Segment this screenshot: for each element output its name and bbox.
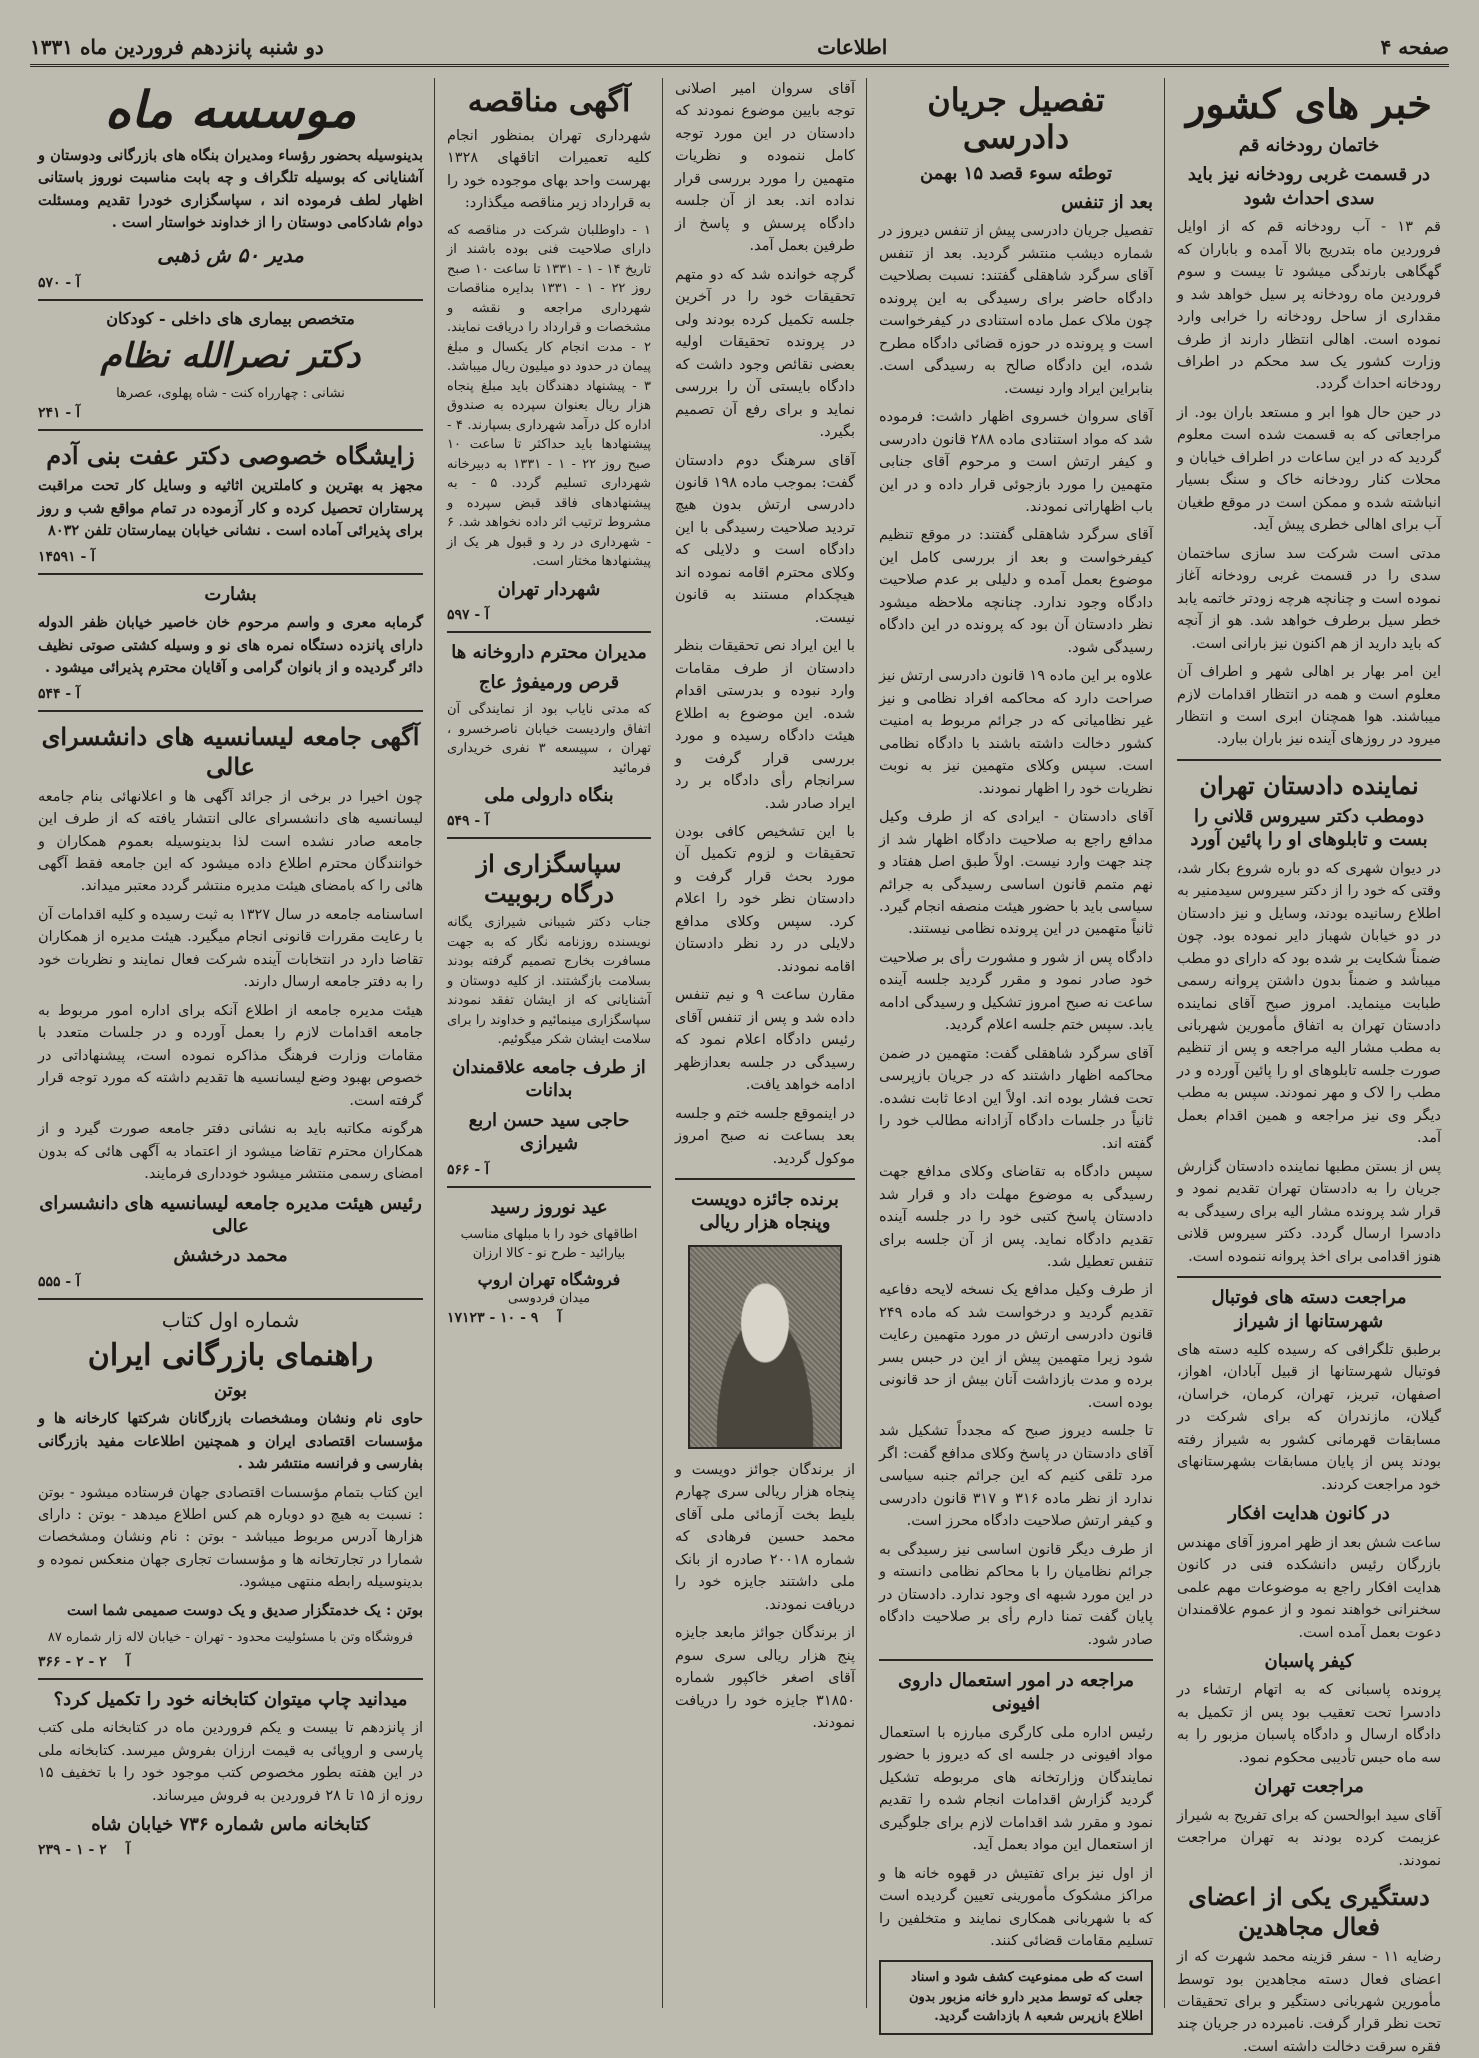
article-body: قم ۱۳ - آب رودخانه قم که از اوایل فروردین ماه بتدریج بالا آمده و باباران که گهگاهی بارندگی میشود تا بیست و سوم فروردین ماه رودخانه پر سیل خواهد شد و مقداری از ساحل رودخانه را خرابی وارد نموده است. اهالی انتظار دارند از طرف وزارت کشور یک سد محکم در اطراف رودخانه احداث گردد. — [1177, 219, 1441, 393]
ad-address: نشانی : چهارراه کنت - شاه پهلوی، عصرها — [116, 385, 345, 401]
ad-heading: میدانید چاپ میتوان کتابخانه خود را تکمیل کرد؟ — [53, 1688, 408, 1710]
article-body: ساعت شش بعد از ظهر امروز آقای مهندس بازرگان رئیس دانشکده فنی در کانون هدایت افکار راجع به موضوعات مهم علمی سخنرانی خواهند نمود و از عموم علاقمندان دعوت بعمل آمده است. — [1177, 1534, 1441, 1641]
ad-code: ۲۴۱ - آ — [38, 405, 81, 422]
ad-code: ۵۵۵ - آ — [38, 1273, 81, 1290]
article-body: از طرف دیگر قانون اساسی نیز رسیدگی به جرائم نظامیان را با محاکم نظامی دانسته و در این مورد شبهه ای وجود ندارد. دادستان در پایان گفت تمنا دارم رأی بر صلاحیت دادگاه صادر شود. — [879, 1541, 1153, 1648]
section-heading: خبر های کشور — [1185, 81, 1432, 128]
article-body: از برندگان جوائز مابعد جایزه پنج هزار ریالی سری سوم آقای اصغر خاکپور شماره ۳۱۸۵۰ جایزه خود را دریافت نمودند. — [675, 1625, 855, 1731]
shop-location: میدان فردوسی — [507, 1290, 591, 1306]
divider — [1177, 759, 1441, 761]
article-body: در دیوان شهری که دو باره شروع بکار شد، وقتی که خود را از دکتر سیروس سیدمنیر به اطلاع رسانیده بودند، وسایل و نیز دادستان در دو خیابان شهباز دایر نموده بود. چون ضمناً شکایت بر شده بود که دارای دو مطب میباشد و ضمناً بدون داشتن پروانه رسمی طبابت مینماید. امروز صبح آقای نماینده دادستان تهران به اتفاق مأمورین شهربانی به مطب مشار الیه مراجعه و پس از تنظیم صورت جلسه تابلوهای او را پائین آورده و در مطب را لاک و مهر نمودند. سپس به مطب دیگر وی نیز مراجعه و همین اقدام بعمل آمد. — [1177, 860, 1441, 1147]
ad-subtitle: متخصص بیماری های داخلی - کودکان — [106, 308, 355, 328]
article-body: آقای سرهنگ دوم دادستان گفت: بموجب ماده ۱۹۸ قانون دادرسی ارتش بدون هیچ تردید صلاحیت رسیدگی با این دادگاه است و دلایلی که وکلای محترم اقامه نموده اند هیچکدام مستند به قانون نیست. — [675, 452, 855, 626]
article-heading: در کانون هدایت افکار — [1228, 1503, 1390, 1525]
column-rule — [662, 78, 663, 2008]
divider — [447, 631, 651, 633]
article-heading: مراجعه در امور استعمال داروی افیونی — [897, 1669, 1135, 1715]
article-body: آقای سروان خسروی اظهار داشت: فرموده شد که مواد استنادی ماده ۲۸۸ قانون دادرسی و کیفر ارتش است و مرحوم آقای جنابی متهمین را مورد بازجوئی قرار داده و در این باب اظهاراتی نمودند. — [879, 409, 1153, 515]
article-body: در حین حال هوا ابر و مستعد باران بود. از مراجعاتی که به قسمت شده است معلوم گردید که در این ساعات در اطراف خیابان و محلات کنار رودخانه خاک و سنگ بسیار انباشته شده و ممکن است در موقع طغیان آب برای اهالی خطری پیش آید. — [1177, 404, 1441, 534]
article-body: گرچه خوانده شد که دو متهم تحقیقات خود را در آخرین جلسه تکمیل کرده بودند ولی در پرونده تحقیقات اولیه بعضی نقائص وجود داشت که دادگاه بایستی آن را بررسی نماید و برای رفع آن تصمیم بگیرد. — [675, 266, 855, 441]
tender-signature: شهردار تهران — [497, 578, 601, 600]
article-body: این امر بهار بر اهالی شهر و اطراف آن معلوم است و همه در انتظار اقدامات لازم میباشند. هوا همچنان ابری است و انتظار میرود در روزهای آینده نیز باران ببارد. — [1177, 664, 1441, 748]
ad-code: ۲۳۹ - آ ۲ - ۱ — [38, 1842, 131, 1859]
divider — [675, 1178, 855, 1180]
paper-name: اطلاعات — [817, 35, 888, 59]
divider — [38, 1678, 423, 1680]
article-body: علاوه بر این ماده ۱۹ قانون دادرسی ارتش نیز صراحت دارد که محاکمه افراد نظامی و نیز غیر نظامیانی که در جرائم مربوط به امنیت کشور دخالت داشته باشند با دادگاه نظامی است. سپس وکلای متهمین نیز به نوبت نظریات خود را اظهار نمودند. — [879, 668, 1153, 797]
ad-heading: آگهی جامعه لیسانسیه های دانشسرای عالی — [41, 721, 420, 781]
article-body: رضایه ۱۱ - سفر قزینه محمد شهرت که از اعضای فعال دسته مجاهدین بود توسط مأمورین شهربانی دستگیر و برای تحقیقات تحت نظر قرار گرفت. نامبرده در جریان چند فقره سرقت دخالت داشته است. — [1177, 1949, 1442, 2055]
trial-report-column — [871, 78, 1161, 2025]
ad-body: بوتن : یک خدمتگزار صدیق و یک دوست صمیمی شما است — [66, 1601, 423, 1619]
section-tag: بعد از تنفس — [1061, 191, 1153, 213]
divider — [447, 837, 651, 839]
winner-photo — [688, 1245, 842, 1449]
ad-address: فروشگاه وتن با مسئولیت محدود - تهران - خیابان لاله زار شماره ۸۷ — [47, 1630, 414, 1646]
advertisements-column — [30, 78, 431, 2018]
article-body: با این ایراد نص تحقیقات بنظر دادستان از طرف مقامات وارد نبوده و بدرستی اقدام شده. این موضوع به اطلاع هیئت دادگاه رسیده و مورد بررسی قرار گرفت و سرانجام رأی دادگاه بر رد ایراد صادر شد. — [675, 638, 855, 812]
divider — [879, 1659, 1153, 1661]
ad-signer-name: حاجی سید حسن اربع شیرازی — [468, 1109, 630, 1155]
ad-heading: زایشگاه خصوصی دکتر عفت بنی آدم — [46, 441, 415, 471]
article-heading: دستگیری یکی از اعضای فعال مجاهدین — [1188, 1882, 1430, 1942]
ad-body: گرمابه معری و واسم مرحوم خان خاصیر خیابان ظفر الدوله دارای پانزده دستگاه نمره های نو و وسیله کشتی صوتی نظیف دائر گردیده و از بانوان گرامی و آقایان محترم پذیرائی میشود . — [38, 614, 423, 677]
ad-code: ۳۶۶ - آ ۲ - ۲ — [38, 1653, 131, 1670]
article-body: آقای سروان امیر اصلانی توجه بایین موضوع نمودند که دادستان در این مورد توجه کامل ننموده و نظریات متهمین را مورد بررسی قرار نداده اند. بعد از آن جلسه دادگاه پرسش و پاسخ از طرفین بعمل آمد. — [675, 81, 855, 255]
ad-code: ۵۷۰ - آ — [38, 274, 81, 291]
ad-body: بدینوسیله بحضور رؤساء ومدیران بنگاه های بازرگانی ودوستان و آشنایانی که بوسیله تلگراف و چه بابت مناسبت نوروز باستانی اظهار لطف فرموده اند ، سپاسگزاری خودرا تقدیم ومسئلت دوام شادکامی دوستان را از خداوند خواستار است . — [38, 147, 423, 232]
column-rule — [1164, 78, 1165, 2008]
divider — [38, 573, 423, 575]
ad-body: حاوی نام ونشان ومشخصات بازرگانان شرکتها کارخانه ها و مؤسسات اقتصادی ایران و همچنین اطلاعات مفید بازرگانی بفارسی و فرانسه منتشر شد . — [38, 1410, 423, 1473]
ad-code: ۵۴۹ - آ — [447, 813, 490, 830]
page-number: صفحه ۴ — [1380, 35, 1449, 59]
ad-body: هیئت مدیره جامعه از اطلاع آنکه برای اداره امور مربوط به جامعه اقدامات لازم را بعمل آورده و در جلسات متعدد با مقامات وزارت فرهنگ مذاکره نموده است، پیشنهاداتی در خصوص بهبود وضع لیسانسیه ها تقدیم داشته که مورد توجه قرار گرفته است. — [38, 1002, 423, 1109]
ad-code: ۵۶۶ - آ — [447, 1161, 490, 1178]
article-heading: کیفر پاسبان — [1264, 1650, 1354, 1672]
ad-code: ۵۴۴ - آ — [38, 685, 81, 702]
article-body: آقای سرگرد شاهقلی گفت: متهمین در ضمن محاکمه اظهار داشتند که در جریان بازپرسی تحت فشار بوده اند. اولاً این ادعا ثابت نشده. ثانیاً در جلسات دادگاه آزادانه مطالب خود را گفته اند. — [879, 1045, 1153, 1152]
ad-signature: مدیر ۵۰ ش ذهبی — [157, 242, 304, 267]
divider — [1177, 1276, 1441, 1278]
article-body: در اینموقع جلسه ختم و جلسه بعد بساعت نه صبح امروز موکول گردید. — [675, 1105, 855, 1167]
doctor-name: دکتر نصرالله نظام — [100, 335, 361, 376]
book-brand: بوتن — [213, 1379, 248, 1401]
ad-signer-name: محمد درخشش — [173, 1245, 288, 1267]
article-subtitle: توطئه سوء قصد ۱۵ بهمن — [919, 162, 1113, 184]
ad-signature: بنگاه دارولی ملی — [484, 785, 614, 807]
shop-name: فروشگاه تهران اروپ — [477, 1269, 621, 1289]
ad-code: ۵۹۷ - آ — [447, 607, 490, 624]
tender-heading: آگهی مناقصه — [467, 84, 631, 119]
ad-heading: سپاسگزاری از درگاه ربوبیت — [476, 849, 622, 909]
divider — [38, 299, 423, 301]
article-subtitle: دومطب دکتر سیروس قلانی را بست و تابلوهای او را پائین آورد — [1190, 805, 1428, 851]
ad-heading: مدیران محترم داروخانه ها — [451, 642, 647, 664]
article-title: خاتمان رودخانه قم — [1238, 135, 1380, 156]
article-body: از برندگان جوائز دویست و پنجاه هزار ریالی سری چهارم بلیط بخت آزمائی ملی آقای محمد حسین فرهادی که شماره ۲۰۰۱۸ صادره از بانک ملی داشتند جایزه خود را دریافت نمودند. — [675, 1461, 855, 1613]
ad-heading: بشارت — [204, 583, 257, 605]
article-body: آقای سید ابوالحسن که برای تفریح به شیراز عزیمت کرده بودند به تهران مراجعت نمودند. — [1177, 1807, 1441, 1869]
article-body: از طرف وکیل مدافع یک نسخه لایحه دفاعیه تقدیم گردید و درخواست شد که ماده ۲۴۹ قانون دادرسی ارتش در مورد متهمین رعایت شود زیرا متهمین پیش از این در حبس بسر برده و مدت بازداشت آنان بیش از حد قانونی بوده است. — [879, 1282, 1153, 1411]
boxed-notice: است که طی ممنوعیت کشف شود و اسناد جعلی که توسط مدیر دارو خانه مزبور بدون اطلاع بازپرس شعبه ۸ بازداشت گردید. — [879, 1960, 1153, 2035]
ad-body: هرگونه مکاتبه باید به نشانی دفتر جامعه صورت گیرد و از همکاران محترم تقاضا میشود از اعتماد به آگهی هائی که بدون امضای رسمی منتشر میشود خودداری فرمایند. — [38, 1121, 423, 1183]
article-heading: برنده جائزه دویست وپنجاه هزار ریالی — [691, 1189, 839, 1234]
divider — [38, 429, 423, 431]
ad-code: ۱۴۵۹۱ - آ — [38, 548, 96, 565]
article-body: آقای دادستان - ایرادی که از طرف وکیل مدافع راجع به صلاحیت دادگاه اظهار شد از چند جهت وارد نیست. اولاً طبق اصل هفتاد و نهم متمم قانون اساسی رسیدگی به جرائم سیاسی باید با حضور هیئت منصفه انجام گیرد. ثانیاً متهمین در این پرونده نظامی نیستند. — [879, 809, 1153, 938]
book-preheading: شماره اول کتاب — [161, 1307, 300, 1332]
article-body: برطبق تلگرافی که رسیده کلیه دسته های فوتبال شهرستانها از قبیل آبادان، اهواز، اصفهان، تبریز، تهران، کرمان، خراسان، گیلان، مازندران که برای شرکت در مسابقات قهرمانی کشور به شیراز رفته بودند پس از پایان مسابقات بشهرستانهای خود مراجعت کردند. — [1177, 1341, 1441, 1493]
tender-items: ۱ - داوطلبان شرکت در مناقصه که دارای صلاحیت فنی بوده باشند از تاریخ ۱۴ - ۱ - ۱۳۳۱ تا ساعت ۱۰ صبح روز ۲۲ - ۱ - ۱۳۳۱ بدایره مناقصات شهرداری مراجعه و نقشه و مشخصات و قرارداد را دریافت نمایند. ۲ - مدت انجام کار یکسال و مبلغ پیمان در حدود دو میلیون ریال میباشد. ۳ - پیشنهاد دهندگان باید مبلغ پنجاه هزار ریال بعنوان سپرده به صندوق اداره کل درآمد شهرداری بسپارند. ۴ - پیشنهادها باید حداکثر تا ساعت ۱۰ صبح روز ۲۲ - ۱ - ۱۳۳۱ به دبیرخانه شهرداری تسلیم گردد. ۵ - به پیشنهادهای فاقد قبض سپرده و مشروط ترتیب اثر داده نخواهد شد. ۶ - شهرداری در رد و قبول هر یک از پیشنهادها مختار است. — [447, 222, 651, 570]
column-rule — [434, 78, 435, 2008]
ad-body: که مدتی نایاب بود از نمایندگی آن اتفاق واردیست خیابان ناصرخسرو ، تهران ، سپیسعه ۳ نفری خریداری فرمائید — [447, 702, 651, 776]
article-subtitle: در قسمت غربی رودخانه نیز باید سدی احداث شود — [1187, 164, 1431, 209]
article-heading: مراجعت تهران — [1254, 1776, 1364, 1798]
country-news-column — [1169, 78, 1449, 2055]
article-body: پس از بستن مطبها نماینده دادستان گزارش جریان را به دادستان تهران تقدیم نمود و قرار شد پرونده مشار الیه برای رسیدگی به دادسرا ارسال گردد. دکتر سیروس قلانی هنوز اقدامی برای اخذ پروانه ننموده است. — [1177, 1158, 1441, 1265]
divider — [38, 710, 423, 712]
article-body: پرونده پاسبانی که به اتهام ارتشاء در دادسرا تحت تعقیب بود پس از تکمیل به دادگاه ارسال و دادگاه پاسبان مزبور را به سه ماه حبس تأدیبی محکوم نمود. — [1177, 1682, 1441, 1766]
ad-body: مجهز به بهترین و کاملترین اثاثیه و وسایل کار تحت مراقبت پرستاران تحصیل کرده و کار آزموده در تمام مواقع شب و روز برای پذیرائی آماده است . نشانی خیابان بیمارستان تلفن ۸۰۳۲ — [38, 477, 423, 540]
ad-body: اساسنامه جامعه در سال ۱۳۲۷ به ثبت رسیده و کلیه اقدامات آن با رعایت مقررات قانونی انجام میگیرد. هیئت مدیره از همکاران تقاضا دارد در انتخابات آینده شرکت فعال نمایند و نظریات خود را به دفتر جامعه ارسال دارند. — [38, 906, 423, 991]
column-rule — [866, 78, 867, 2008]
ad-heading: عید نوروز رسید — [490, 1196, 608, 1218]
article-body: تا جلسه دیروز صبح که مجدداً تشکیل شد آقای دادستان در پاسخ وکلای مدافع گفت: اگر مرد تلقی کنیم که این جرائم جنبه سیاسی ندارد از نظر ماده ۳۱۶ و ۳۱۷ قانون دادرسی و کیفر ارتش صلاحیت دادگاه محرز است. — [879, 1423, 1153, 1530]
ad-body: این کتاب بتمام مؤسسات اقتصادی جهان فرستاده میشود - بوتن : نسبت به هیچ دو دوباره هم کس اطلاع میدهد - بوتن : دارای هزارها آدرس مربوط میباشد - بوتن : نام ونشان ومشخصات شمارا در تجارتخانه ها و مؤسسات تجاری جهان منعکس نموده و بدینوسیله رابطه منتهی میشود. — [38, 1484, 423, 1591]
book-heading: راهنمای بازرگانی ایران — [87, 1337, 374, 1373]
divider — [447, 1186, 651, 1188]
ad-subtitle: قرص ورمیفوژ عاج — [478, 671, 620, 693]
trial-continued-column — [667, 78, 863, 2018]
ad-body: از پانزدهم تا بیست و یکم فروردین ماه در کتابخانه ملی کتب پارسی و اروپائی به قیمت ارزان بفروش میرسد. کتابخانه ملی در این هفته بطور مخصوص کتب موجود خود را با تخفیف ۱۵ روزه از ۱۵ تا ۲۸ فروردین به فروش میرساند. — [38, 1720, 423, 1804]
article-body: تفصیل جریان دادرسی پیش از تنفس دیروز در شماره دیشب منتشر گردید. بعد از تنفس آقای سرگرد شاهقلی گفتند: نسبت بصلاحیت دادگاه حاضر برای رسیدگی به این پرونده چون ملاک عمل ماده استنادی در کیفرخواست است و پرونده در حوزه قضائی دادگاه مطرح شده، این دادگاه صالح به رسیدگی است. بنابراین ایراد وارد نیست. — [879, 223, 1153, 397]
tender-body: شهرداری تهران بمنظور انجام کلیه تعمیرات اتاقهای ۱۳۲۸ بهرست واحد بهای موجوده خود را به قرارداد زیر مناقصه میگذارد: — [447, 128, 651, 212]
article-body: دادگاه پس از شور و مشورت رأی بر صلاحیت خود صادر نمود و مقرر گردید جلسه آینده ساعت نه صبح امروز تشکیل و رسیدگی ادامه یابد. سپس ختم جلسه اعلام گردید. — [879, 949, 1153, 1034]
ad-signature: رئیس هیئت مدیره جامعه لیسانسیه های دانشسرای عالی — [39, 1192, 422, 1237]
ad-body: چون اخیرا در برخی از جرائد آگهی ها و اعلانهائی بنام جامعه لیسانسیه های دانشسرای عالی انتشار یافته که از طرف این جامعه صادر نشده است لذا بدینوسیله بعموم همکاران و خوانندگان محترم اطلاع داده میشود که این جامعه فقط آگهی هائی را که بامضای هیئت مدیره منتشر گردد معتبر میداند. — [38, 788, 423, 895]
article-body: با این تشخیص کافی بودن تحقیقات و لزوم تکمیل آن مورد بحث قرار گرفت و دادستان نظر خود را اعلام کرد. سپس وکلای مدافع دلایلی در رد نظر دادستان اقامه نمودند. — [675, 824, 855, 975]
article-body: رئیس اداره ملی کارگری مبارزه با استعمال مواد افیونی در جلسه ای که دیروز با حضور نمایندگان وزارتخانه های مربوطه تشکیل گردید گزارش اقدامات انجام شده را تقدیم نمود و مقرر شد اقدامات لازم برای جلوگیری از استعمال این مواد بعمل آید. — [879, 1724, 1153, 1854]
notices-column — [439, 78, 659, 2018]
article-body: سپس دادگاه به تقاضای وکلای مدافع جهت رسیدگی به موضوع مهلت داد و قرار شد دادستان پاسخ کتبی خود را در جلسه آینده تقدیم دادگاه نماید. پس از آن جلسه برای تنفس تعطیل شد. — [879, 1164, 1153, 1270]
article-body: مقارن ساعت ۹ و نیم تنفس داده شد و پس از تنفس آقای رئیس دادگاه اعلام نمود که رسیدگی در جلسه بعدازظهر ادامه خواهد یافت. — [675, 987, 855, 1094]
ad-signature: از طرف جامعه علاقمندان بدانات — [452, 1056, 646, 1102]
ad-signature: کتابخانه ماس شماره ۷۳۶ خیابان شاه — [91, 1814, 370, 1836]
article-heading: تفصیل جریان دادرسی — [927, 81, 1105, 156]
divider — [38, 1298, 423, 1300]
article-body: آقای سرگرد شاهقلی گفتند: در موقع تنظیم کیفرخواست و بعد از بررسی کامل این موضوع بعمل آمده و دلیلی بر عدم صلاحیت دادگاه وجود ندارد. چنانچه ملاحظه میشود نظر دادستان آن بود که پرونده در این دادگاه رسیدگی شود. — [879, 527, 1153, 656]
masthead — [30, 30, 1449, 67]
ad-body: جناب دکتر شیبانی شیرازی یگانه نویسنده روزنامه نگار که به جهت مسافرت بخارج تصمیم گرفته بودند بسلامت بازگشتند. از کلیه دوستان و آشنایانی که از ایشان تفقد نمودند سپاسگزاری مینمائیم و خداوند را برای سلامت ایشان شکر میگوئیم. — [447, 915, 651, 1048]
issue-date: دو شنبه پانزدهم فروردین ماه ۱۳۳۱ — [30, 35, 324, 59]
article-heading: مراجعت دسته های فوتبال شهرستانها از شیراز — [1211, 1287, 1407, 1332]
article-body: مدتی است شرکت سد سازی ساختمان سدی را در قسمت غربی رودخانه آغاز نموده است و چنانچه هرچه زودتر خاتمه یابد خطر سیل برطرف خواهد شد. هو از آنچه که باید دارید از هم اکنون نیز بارانی است. — [1177, 545, 1441, 652]
article-body: از اول نیز برای تفتیش در قهوه خانه ها و مراکز مشکوک مأمورینی تعیین گردیده است که با شهربانی همکاری نمایند و متخلفین را تسلیم مقامات قضائی کنند. — [879, 1865, 1153, 1949]
ad-code: ۱۷۱۲۳ - آ ۹ - ۱۰ — [447, 1310, 562, 1327]
article-heading: نماینده دادستان تهران — [1199, 770, 1419, 800]
company-logo: موسسه ماه — [104, 80, 357, 139]
ad-body: اطاقهای خود را با مبلهای مناسب بیارائید - طرح نو - کالا ارزان — [460, 1226, 638, 1262]
